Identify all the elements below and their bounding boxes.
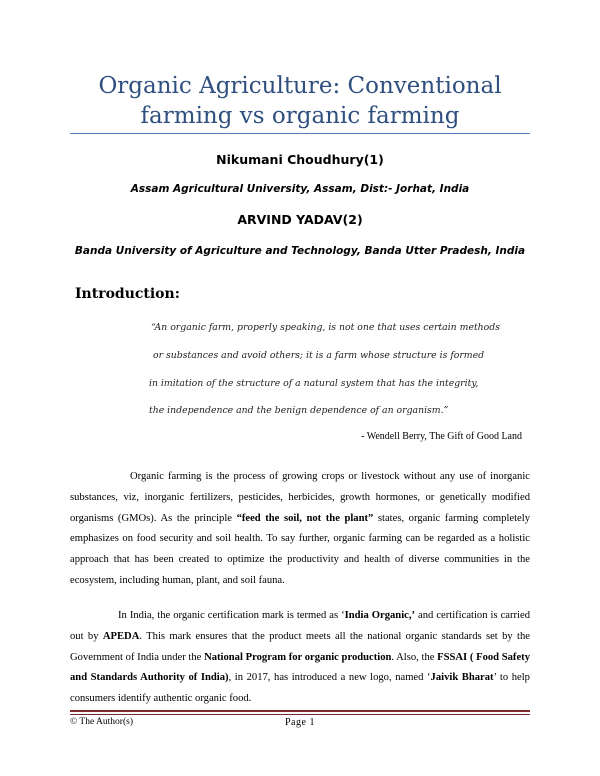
quote-line-3: in imitation of the structure of a natural system that has the integrity, <box>149 378 479 389</box>
quote-line-4: the independence and the benign dependence of an organism.” <box>149 405 449 416</box>
title-line-1: Organic Agriculture: Conventional <box>98 73 502 99</box>
title-underline <box>70 133 530 134</box>
author-name-2: ARVIND YADAV(2) <box>237 212 363 227</box>
quote-line-2: or substances and avoid others; it is a farm whose structure is formed <box>153 350 485 361</box>
footer-rule-thin <box>70 714 530 715</box>
footer-copyright: © The Author(s) <box>70 717 133 727</box>
quote-line-1: “An organic farm, properly speaking, is not one that uses certain methods <box>151 322 500 333</box>
title-line-2: farming vs organic farming <box>140 103 460 129</box>
paragraph-1: Organic farming is the process of growing crops or livestock without any use of inorganic substances, viz, inorganic fertilizers, pesticides, herbicides, growth hormones, or genetically modified organisms (GMOs). As the principle “feed the soil, not the plant” states, organic farming completely emphasizes on food security and soil health. To say further, organic farming can be regarded as a holistic approach that has been created to optimize the productivity and health of diverse communities in the ecosystem, including human, plant, and soil fauna. <box>70 471 530 586</box>
author-name-1: Nikumani Choudhury(1) <box>216 152 384 167</box>
author-affiliation-2: Banda University of Agriculture and Technology, Banda Utter Pradesh, India <box>74 245 526 257</box>
footer-rule <box>70 710 530 712</box>
quote-attribution: - Wendell Berry, The Gift of Good Land <box>361 431 522 442</box>
paper-title <box>70 71 530 131</box>
author-affiliation-1: Assam Agricultural University, Assam, Dist:- Jorhat, India <box>130 183 470 195</box>
section-heading: Introduction: <box>75 286 180 302</box>
footer-page-number: Page 1 <box>285 717 315 728</box>
paragraph-2: In India, the organic certification mark is termed as ‘India Organic,’ and certification is carried out by APEDA. This mark ensures that the product meets all the national organic standards set by the Government of India under the National Program for organic production. Also, the FSSAI ( Food Safety and Standards Authority of India), in 2017, has introduced a new logo, named ‘Jaivik Bharat’ to help consumers identify authentic organic food. <box>70 610 531 705</box>
